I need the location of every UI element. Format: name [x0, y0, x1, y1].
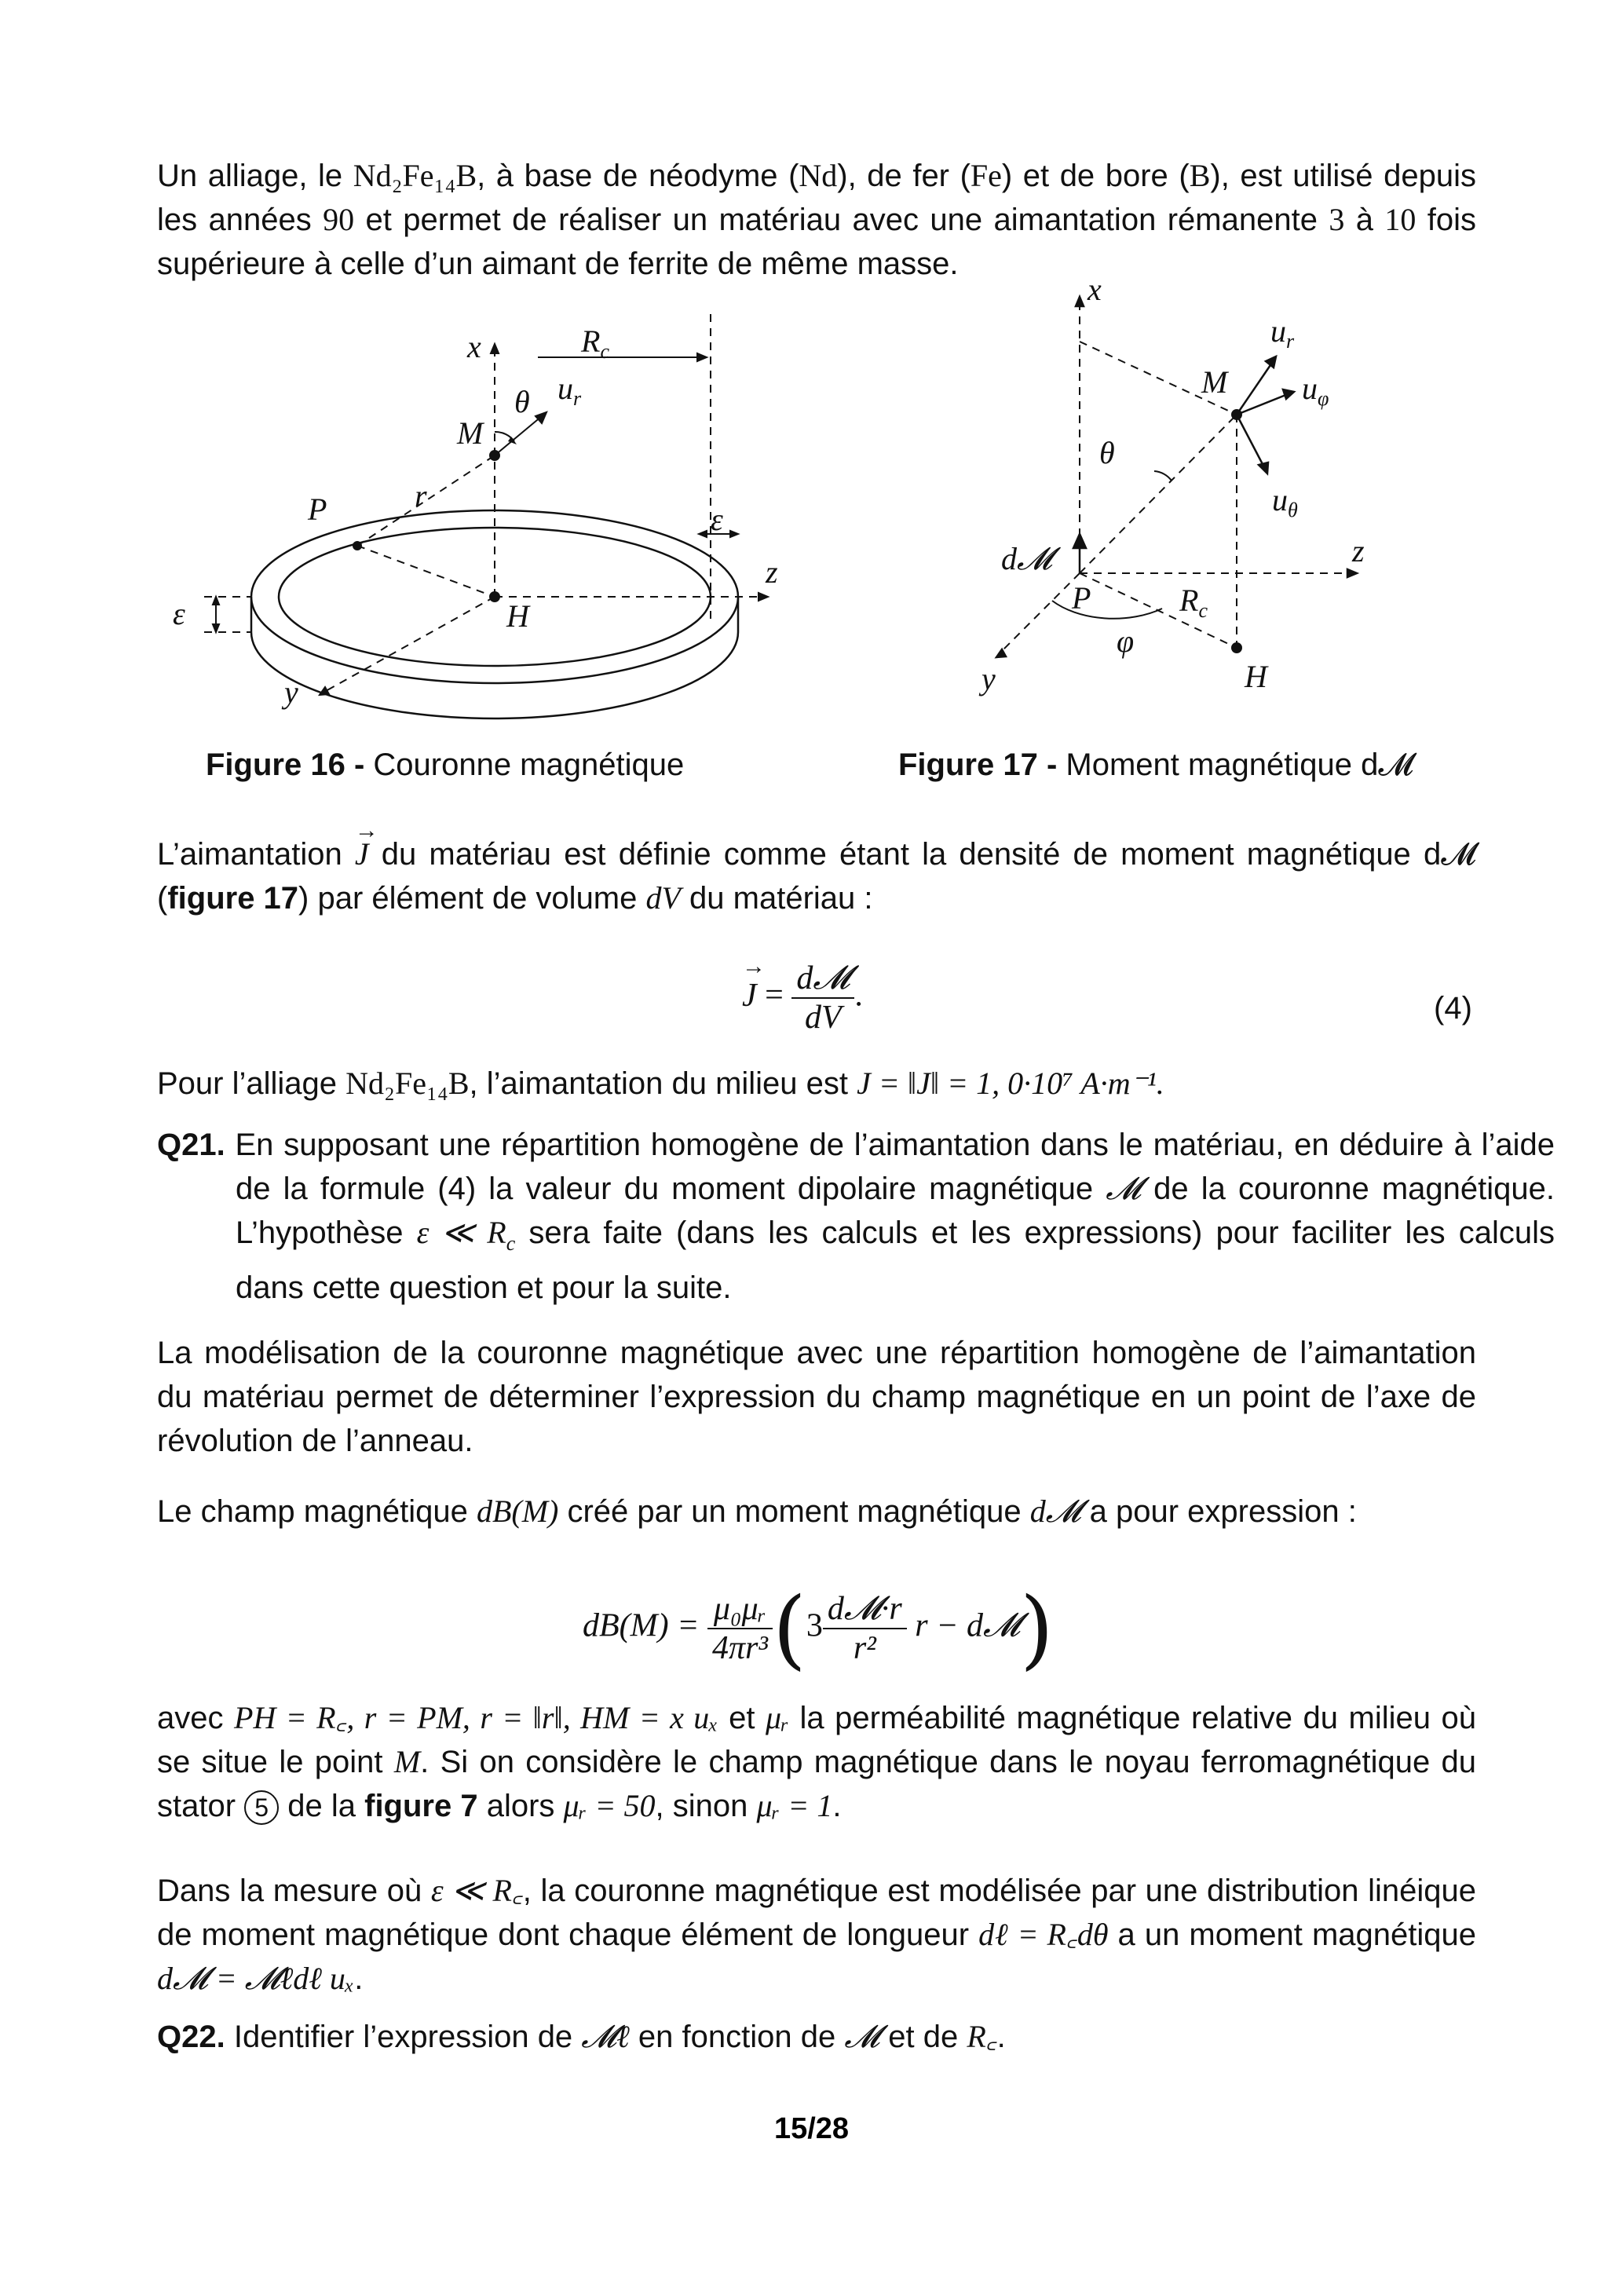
fig17-label-m: M — [1201, 364, 1228, 400]
linear-distribution-paragraph: Dans la mesure où ε ≪ R꜀, la couronne magnétique est modélisée par une distribution linéique de moment magnétique dont chaque élément de longueur dℓ = R꜀dθ a un moment magnétique d𝓜 = 𝓜ℓdℓ uₓ. — [157, 1873, 1476, 1996]
figure-17-caption: Figure 17 - Moment magnétique d𝓜 — [898, 748, 1414, 782]
fig17-label-h: H — [1245, 659, 1267, 694]
fig16-label-y: y — [284, 675, 298, 710]
fig17-label-x: x — [1087, 275, 1102, 307]
model-paragraph: La modélisation de la couronne magnétique avec une répartition homogène de l’aimantation du matériau permet de déterminer l’expression du champ magnétique en un point de l’axe de révolution de l’anneau. — [157, 1336, 1476, 1458]
fig17-label-dm: d𝓜 — [1001, 541, 1052, 576]
question-21: Q21. En supposant une répartition homogène de l’aimantation dans le matériau, en déduire à l’aide de la formule (4) la valeur du moment dipolaire magnétique 𝓜 de la couronne magnétique. L’hypothèse ε ≪ $R_c$ sera faite (dans les calculs et les expressions) pour faciliter les calculs dans cette question et pour la suite. — [157, 1128, 1555, 1305]
page-number: 15/28 — [773, 2112, 850, 2145]
fig16-label-m: M — [457, 415, 484, 451]
equation-4-number: (4) — [1434, 991, 1472, 1026]
fig16-label-x: x — [467, 329, 481, 364]
fig17-label-phi: φ — [1117, 623, 1135, 659]
fig17-label-theta: θ — [1099, 435, 1115, 470]
fig16-label-r: r — [415, 478, 427, 514]
equation-4: → J = $\frac{\text{d𝓜}}{dV}$ . — [742, 960, 863, 1036]
field-paragraph: Le champ magnétique dB(M) créé par un moment magnétique d𝓜 a pour expression : — [157, 1493, 1357, 1529]
fig16-label-rc: $R_c$ — [581, 324, 609, 363]
fig16-label-h: H — [506, 598, 529, 634]
definitions-paragraph: avec PH = R꜀, r = PM, r = ‖r‖, HM = x uₓ et μᵣ la perméabilité magnétique relative du milieu où se situe le point M. Si on considère le champ magnétique dans le noyau ferromagnétique du stator 5 de la figure 7 alors μᵣ = 50, sinon μᵣ = 1. — [157, 1700, 1477, 1823]
figure-16-caption: Figure 16 - Couronne magnétique — [206, 748, 685, 782]
intro-paragraph: Un alliage, le Nd₂Fe₁₄B, à base de néodyme (Nd), de fer (Fe) et de bore (B), est utilisé depuis les années 90 et permet de réaliser un matériau avec une aimantation rémanente 3 à 10 fois supérieure à celle d’un aimant de ferrite de même masse. — [157, 158, 1476, 281]
figure-17-magnetic-moment-diagram — [974, 275, 1413, 715]
equation-db: dB(M) = $\frac{\text{μ₀μᵣ}}{\text{4πr³}}$ (3 $\frac{\text{d𝓜·r}}{\text{r²}}$ r − d𝓜) — [583, 1578, 1054, 1679]
fig16-label-p: P — [308, 492, 327, 527]
fig16-label-eps-left: ε — [173, 596, 185, 631]
fig16-label-ur: $u_r$ — [557, 371, 582, 410]
fig16-label-z: z — [766, 554, 778, 590]
question-22: Q22. Identifier l’expression de 𝓜ℓ en fonction de 𝓜 et de R꜀. — [157, 2019, 1006, 2055]
stator-callout-5: 5 — [244, 1790, 279, 1825]
fig17-label-ur: $u_r$ — [1270, 313, 1295, 353]
fig17-label-uphi: $u_\varphi$ — [1302, 371, 1329, 410]
fig16-label-eps: ε — [711, 502, 723, 537]
fig17-label-p: P — [1072, 580, 1091, 616]
magnetization-definition: L’aimantation → J du matériau est définie comme étant la densité de moment magnétique d𝓜 (figure 17) par élément de volume dV du matériau : — [157, 832, 1476, 920]
alloy-magnetization: Pour l’alliage Nd₂Fe₁₄B, l’aimantation du milieu est J = ‖J‖ = 1, 0·10⁷ A·m⁻¹. — [157, 1066, 1164, 1101]
fig17-label-rc: $R_c$ — [1179, 583, 1208, 622]
fig16-label-theta: θ — [514, 384, 530, 419]
fig17-label-y: y — [981, 661, 996, 696]
fig17-label-z: z — [1352, 533, 1365, 569]
fig17-label-utheta: $u_\theta$ — [1272, 482, 1298, 521]
figure-16-ring-diagram — [157, 306, 801, 730]
